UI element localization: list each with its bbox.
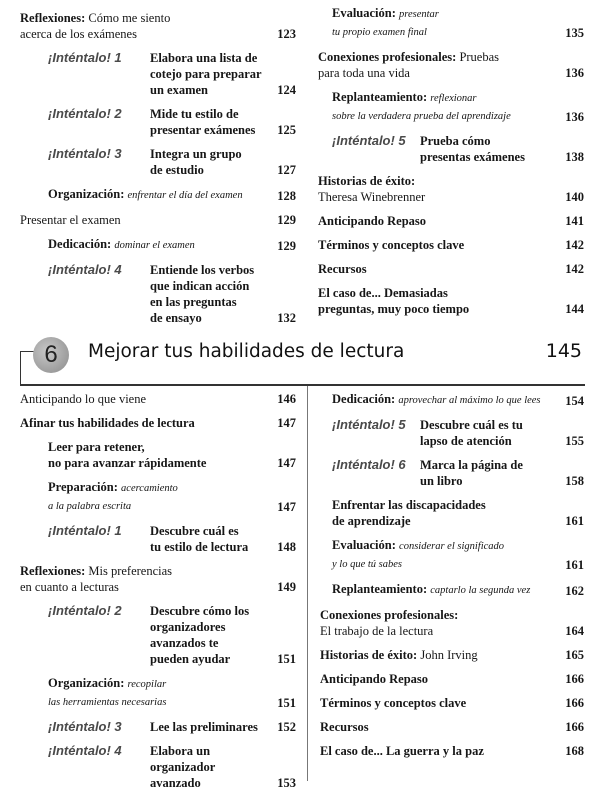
try-it-label: ¡Inténtalo! 1 — [48, 523, 122, 538]
entry-line: Elabora una lista de — [150, 51, 258, 65]
page-number: 151 — [277, 696, 296, 710]
toc-entry-body — [20, 391, 272, 407]
entry-line: tu estilo de lectura — [150, 540, 249, 554]
entry-line: preguntas, muy poco tiempo — [318, 302, 470, 316]
entry-line: Theresa Winebrenner — [318, 190, 426, 204]
entry-label: Anticipando Repaso — [320, 672, 429, 686]
toc-entry-body — [318, 5, 560, 41]
toc-entry[interactable] — [318, 49, 584, 81]
toc-entry-body — [320, 695, 560, 711]
entry-line: las herramientas necesarias — [48, 697, 167, 708]
toc-entry[interactable] — [20, 415, 296, 431]
toc-entry[interactable] — [320, 743, 584, 759]
entry-line: de aprendizaje — [332, 514, 411, 528]
toc-entry[interactable] — [20, 523, 296, 555]
toc-entry-body — [20, 479, 272, 515]
try-it-label: ¡Inténtalo! 2 — [48, 106, 122, 121]
entry-line: Descubre cuál es tu — [420, 418, 523, 432]
entry-line: presentas exámenes — [420, 150, 525, 164]
entry-label: Reflexiones: — [20, 11, 86, 25]
entry-label: Historias de éxito: — [320, 648, 418, 662]
toc-column-top-left — [20, 10, 296, 334]
entry-line: y lo que tú sabes — [332, 559, 402, 570]
toc-entry-body — [318, 89, 560, 125]
entry-label: Dedicación: — [332, 392, 396, 406]
try-it-label: ¡Inténtalo! 5 — [332, 417, 406, 432]
toc-entry-body — [20, 743, 272, 791]
chapter-header — [0, 334, 600, 389]
toc-entry[interactable] — [20, 675, 296, 711]
entry-label: Recursos — [320, 720, 369, 734]
chapter-title: Mejorar tus habilidades de lectura — [88, 341, 405, 362]
try-it-text — [150, 743, 215, 791]
entry-line: Descubre cómo los — [150, 604, 250, 618]
toc-entry[interactable] — [320, 497, 584, 529]
toc-entry-body — [320, 607, 560, 639]
entry-line: El caso de... La guerra y la paz — [320, 744, 484, 758]
try-it-label: ¡Inténtalo! 2 — [48, 603, 122, 618]
entry-label: Replanteamiento: — [332, 582, 428, 596]
entry-label: Organización: — [48, 187, 125, 201]
entry-line: aprovechar al máximo lo que lees — [398, 395, 541, 406]
try-it-text — [150, 106, 255, 138]
page-number: 162 — [565, 584, 584, 598]
toc-entry[interactable] — [320, 391, 584, 409]
toc-entry-body — [20, 603, 272, 667]
page-number: 148 — [277, 540, 296, 554]
entry-line: Leer para retener, — [48, 440, 145, 454]
entry-line: cotejo para preparar — [150, 67, 262, 81]
toc-entry-body — [20, 523, 272, 555]
entry-line: John Irving — [420, 648, 478, 662]
try-it-text — [420, 417, 523, 449]
page-number: 125 — [277, 123, 296, 137]
entry-line: lapso de atención — [420, 434, 512, 448]
entry-line: dominar el examen — [114, 240, 195, 251]
toc-entry[interactable] — [318, 237, 584, 253]
page-number: 123 — [277, 27, 296, 41]
toc-entry-body — [320, 671, 560, 687]
toc-entry[interactable] — [318, 213, 584, 229]
entry-line: sobre la verdadera prueba del aprendizaje — [332, 111, 511, 122]
toc-entry-body — [320, 497, 560, 529]
toc-column-top-right — [318, 5, 584, 325]
toc-entry[interactable] — [318, 261, 584, 277]
toc-entry-body — [318, 213, 560, 229]
entry-line: acercamiento — [121, 483, 178, 494]
toc-entry[interactable] — [318, 89, 584, 125]
page-number: 141 — [565, 214, 584, 228]
toc-entry-body — [20, 262, 272, 326]
toc-column-bottom-left — [20, 391, 296, 799]
try-it-label: ¡Inténtalo! 1 — [48, 50, 122, 65]
toc-entry-body — [320, 647, 560, 663]
entry-line: captarlo la segunda vez — [430, 585, 531, 596]
entry-line: presentar — [399, 9, 439, 20]
entry-line: avanzado — [150, 776, 201, 790]
toc-entry[interactable] — [20, 186, 296, 204]
toc-entry-body — [320, 581, 560, 599]
toc-entry-body — [320, 743, 560, 759]
chapter-page: 145 — [545, 340, 582, 362]
entry-line: acerca de los exámenes — [20, 27, 137, 41]
toc-entry[interactable] — [20, 146, 296, 178]
toc-entry[interactable] — [20, 262, 296, 326]
entry-line: El caso de... Demasiadas — [318, 286, 448, 300]
toc-entry-body — [20, 719, 272, 735]
toc-entry[interactable] — [20, 212, 296, 228]
entry-line: Mis preferencias — [88, 564, 173, 578]
entry-line: no para avanzar rápidamente — [48, 456, 207, 470]
toc-entry-body — [20, 212, 272, 228]
entry-line: enfrentar el día del examen — [127, 190, 243, 201]
toc-entry-body — [20, 415, 272, 431]
toc-entry[interactable] — [20, 743, 296, 791]
toc-entry-body — [318, 261, 560, 277]
entry-line: El trabajo de la lectura — [320, 624, 434, 638]
page-number: 166 — [565, 720, 584, 734]
toc-entry-body — [318, 133, 560, 165]
try-it-text — [150, 719, 258, 735]
try-it-label: ¡Inténtalo! 4 — [48, 743, 122, 758]
toc-entry-body — [320, 719, 560, 735]
page-number: 138 — [565, 150, 584, 164]
entry-label: Dedicación: — [48, 237, 112, 251]
toc-entry[interactable] — [320, 719, 584, 735]
entry-line: a la palabra escrita — [48, 501, 132, 512]
entry-line: en cuanto a lecturas — [20, 580, 119, 594]
page-number: 144 — [565, 302, 584, 316]
chapter-rule — [20, 384, 585, 386]
toc-entry[interactable] — [20, 719, 296, 735]
entry-line: un examen — [150, 83, 208, 97]
toc-entry[interactable] — [318, 173, 584, 205]
toc-entry[interactable] — [320, 581, 584, 599]
page-number: 127 — [277, 163, 296, 177]
toc-entry-body — [20, 186, 272, 204]
toc-entry[interactable] — [320, 695, 584, 711]
page-number: 135 — [565, 26, 584, 40]
toc-entry[interactable] — [20, 563, 296, 595]
try-it-text — [150, 146, 242, 178]
page-number: 140 — [565, 190, 584, 204]
entry-line: organizadores — [150, 620, 226, 634]
try-it-text — [150, 523, 248, 555]
toc-entry[interactable] — [320, 671, 584, 687]
toc-entry[interactable] — [20, 10, 296, 42]
toc-entry-body — [318, 49, 560, 81]
toc-entry[interactable] — [20, 106, 296, 138]
toc-entry-body — [20, 439, 272, 471]
toc-entry-body — [318, 173, 560, 205]
toc-entry[interactable] — [320, 417, 584, 449]
toc-entry[interactable] — [20, 50, 296, 98]
entry-label: Historias de éxito: — [318, 174, 416, 188]
entry-line: Anticipando lo que viene — [20, 392, 147, 406]
entry-line: Elabora un — [150, 744, 211, 758]
page-number: 132 — [277, 311, 296, 325]
try-it-text — [420, 457, 523, 489]
entry-label: Anticipando Repaso — [318, 214, 427, 228]
page-number: 124 — [277, 83, 296, 97]
page-number: 128 — [277, 189, 296, 203]
toc-entry-body — [20, 50, 272, 98]
entry-line: Presentar el examen — [20, 213, 121, 227]
page-number: 151 — [277, 652, 296, 666]
toc-entry[interactable] — [20, 391, 296, 407]
entry-line: que indican acción — [150, 279, 250, 293]
toc-entry[interactable] — [318, 133, 584, 165]
page-number: 129 — [277, 239, 296, 253]
page-number: 149 — [277, 580, 296, 594]
try-it-text — [150, 262, 254, 326]
toc-entry[interactable] — [320, 607, 584, 639]
entry-line: en las preguntas — [150, 295, 237, 309]
toc-entry[interactable] — [318, 5, 584, 41]
entry-label: Términos y conceptos clave — [320, 696, 467, 710]
entry-line: un libro — [420, 474, 463, 488]
toc-entry-body — [20, 563, 272, 595]
page-number: 166 — [565, 672, 584, 686]
page-number: 155 — [565, 434, 584, 448]
entry-label: Reflexiones: — [20, 564, 86, 578]
page-number: 161 — [565, 514, 584, 528]
entry-line: Descubre cuál es — [150, 524, 239, 538]
entry-label: Recursos — [318, 262, 367, 276]
toc-entry-body — [318, 285, 560, 317]
page-number: 161 — [565, 558, 584, 572]
entry-line: avanzados te — [150, 636, 219, 650]
try-it-label: ¡Inténtalo! 3 — [48, 719, 122, 734]
entry-label: Replanteamiento: — [332, 90, 428, 104]
toc-entry[interactable] — [320, 537, 584, 573]
toc-entry[interactable] — [20, 236, 296, 254]
page-number: 166 — [565, 696, 584, 710]
entry-label: Preparación: — [48, 480, 118, 494]
entry-line: considerar el significado — [399, 541, 505, 552]
entry-line: de ensayo — [150, 311, 202, 325]
try-it-text — [420, 133, 525, 165]
entry-label: Conexiones profesionales: — [318, 50, 457, 64]
page-number: 168 — [565, 744, 584, 758]
try-it-text — [150, 603, 249, 667]
entry-line: Prueba cómo — [420, 134, 491, 148]
page-number: 142 — [565, 262, 584, 276]
page-number: 147 — [277, 456, 296, 470]
toc-entry-body — [20, 675, 272, 711]
try-it-label: ¡Inténtalo! 5 — [332, 133, 406, 148]
entry-line: Pruebas — [459, 50, 500, 64]
page-number: 136 — [565, 110, 584, 124]
page-number: 165 — [565, 648, 584, 662]
entry-line: Cómo me siento — [88, 11, 171, 25]
chapter-bracket-left — [20, 351, 21, 385]
page-number: 129 — [277, 213, 296, 227]
entry-line: Entiende los verbos — [150, 263, 255, 277]
entry-line: recopilar — [127, 679, 167, 690]
entry-line: reflexionar — [430, 93, 477, 104]
toc-entry-body — [20, 106, 272, 138]
page-number: 164 — [565, 624, 584, 638]
entry-label: Organización: — [48, 676, 125, 690]
entry-line: presentar exámenes — [150, 123, 256, 137]
entry-label: Términos y conceptos clave — [318, 238, 465, 252]
entry-label: Conexiones profesionales: — [320, 608, 459, 622]
try-it-label: ¡Inténtalo! 4 — [48, 262, 122, 277]
column-divider — [307, 386, 308, 781]
page-number: 147 — [277, 416, 296, 430]
toc-entry-body — [320, 457, 560, 489]
toc-column-bottom-right — [320, 391, 584, 767]
toc-entry-body — [20, 236, 272, 254]
toc-entry[interactable] — [320, 457, 584, 489]
entry-line: tu propio examen final — [332, 27, 427, 38]
toc-entry-body — [320, 391, 560, 409]
entry-line: para toda una vida — [318, 66, 410, 80]
entry-label: Evaluación: — [332, 6, 396, 20]
entry-label: Evaluación: — [332, 538, 396, 552]
toc-entry[interactable] — [320, 647, 584, 663]
entry-label: Afinar tus habilidades de lectura — [20, 416, 195, 430]
toc-entry-body — [318, 237, 560, 253]
entry-line: Mide tu estilo de — [150, 107, 239, 121]
page-number: 146 — [277, 392, 296, 406]
toc-entry[interactable] — [20, 603, 296, 667]
toc-entry-body — [320, 417, 560, 449]
page-number: 152 — [277, 720, 296, 734]
entry-line: Lee las preliminares — [150, 720, 258, 734]
try-it-text — [150, 50, 262, 98]
chapter-number-badge: 6 — [33, 337, 69, 373]
page-number: 158 — [565, 474, 584, 488]
page-number: 142 — [565, 238, 584, 252]
toc-entry[interactable] — [318, 285, 584, 317]
entry-line: Integra un grupo — [150, 147, 242, 161]
toc-entry-body — [20, 146, 272, 178]
entry-line: Marca la página de — [420, 458, 523, 472]
toc-entry[interactable] — [20, 439, 296, 471]
toc-entry-body — [20, 10, 272, 42]
toc-entry-body — [320, 537, 560, 573]
page-number: 147 — [277, 500, 296, 514]
entry-line: de estudio — [150, 163, 204, 177]
try-it-label: ¡Inténtalo! 3 — [48, 146, 122, 161]
page-number: 153 — [277, 776, 296, 790]
try-it-label: ¡Inténtalo! 6 — [332, 457, 406, 472]
page-number: 154 — [565, 394, 584, 408]
toc-entry[interactable] — [20, 479, 296, 515]
entry-line: pueden ayudar — [150, 652, 231, 666]
entry-line: Enfrentar las discapacidades — [332, 498, 486, 512]
page-number: 136 — [565, 66, 584, 80]
entry-line: organizador — [150, 760, 216, 774]
